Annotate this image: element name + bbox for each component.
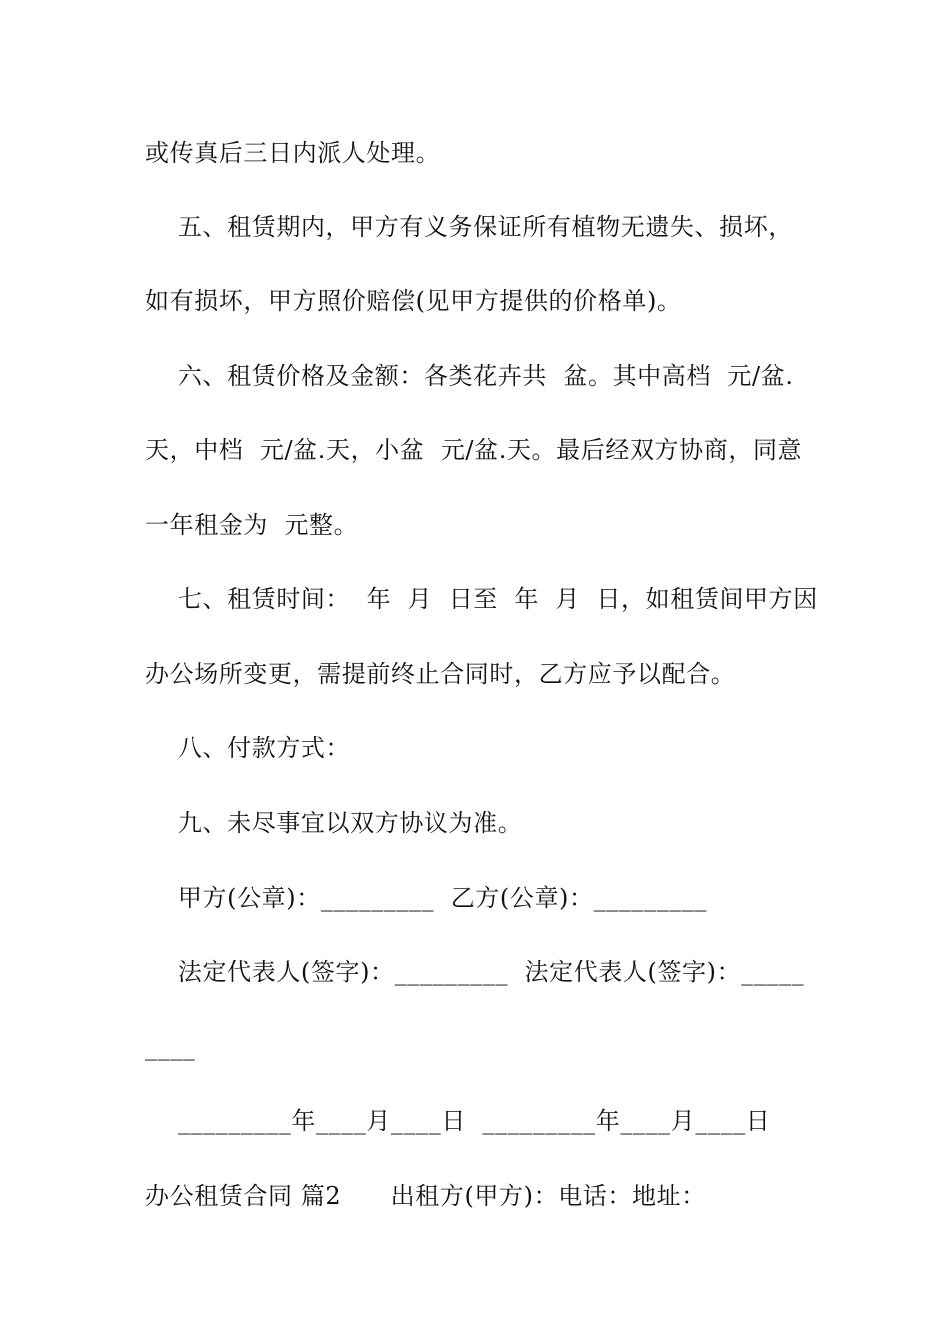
text-line-4: 六、租赁价格及金额：各类花卉共 盆。其中高档 元/盆. [145, 362, 794, 390]
text-line-13: ____ [145, 1033, 196, 1061]
text-line-10: 九、未尽事宜以双方协议为准。 [145, 809, 523, 837]
text-line-8: 办公场所变更，需提前终止合同时，乙方应予以配合。 [145, 660, 736, 688]
text-line-9: 八、付款方式： [145, 734, 351, 762]
text-line-5: 天，中档 元/盆.天，小盆 元/盆.天。最后经双方协商，同意 [145, 436, 803, 464]
text-line-1: 或传真后三日内派人处理。 [145, 139, 441, 167]
text-line-7: 七、租赁时间： 年 月 日至 年 月 日，如租赁间甲方因 [145, 585, 818, 613]
text-line-3: 如有损坏，甲方照价赔偿(见甲方提供的价格单)。 [145, 287, 682, 315]
text-line-6: 一年租金为 元整。 [145, 511, 359, 539]
text-line-12: 法定代表人(签字)：_________ 法定代表人(签字)：_____ [145, 958, 805, 986]
text-line-14: _________年____月____日 _________年____月____日 [145, 1107, 771, 1135]
text-line-15: 办公租赁合同 篇2 出租方(甲方)：电话：地址： [145, 1182, 706, 1210]
text-line-11: 甲方(公章)：_________ 乙方(公章)：_________ [145, 884, 708, 912]
text-line-2: 五、租赁期内，甲方有义务保证所有植物无遗失、损坏， [145, 213, 793, 241]
